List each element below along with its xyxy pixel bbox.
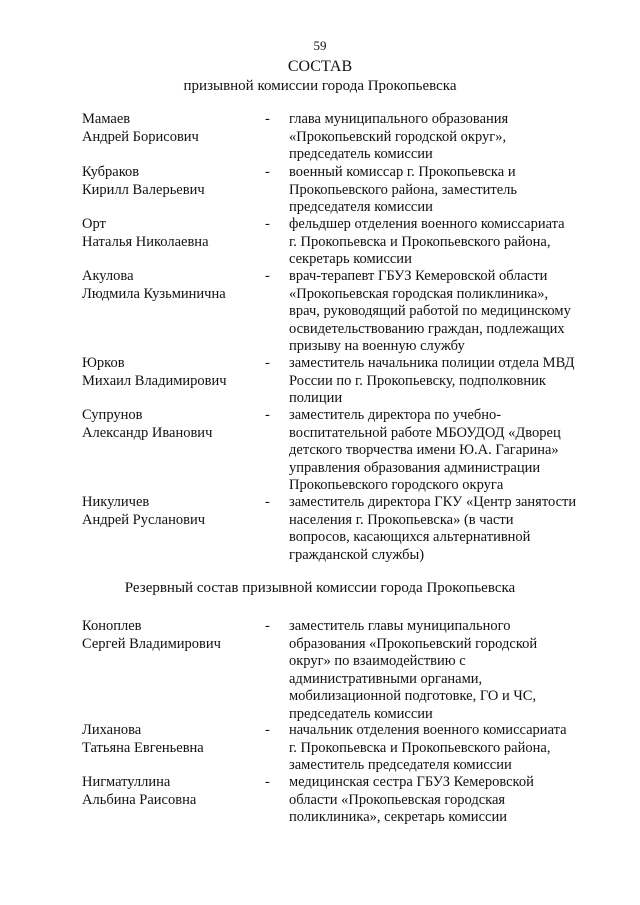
member-first-name: Андрей Русланович bbox=[82, 511, 206, 528]
member-first-name: Альбина Раисовна bbox=[82, 791, 197, 808]
member-role: заместитель главы муниципального образования «Прокопьевский городской округ» по взаимодействию с административными органами, мобилизационной подготовке, ГО и ЧС, председатель комиссии bbox=[289, 618, 538, 722]
member-role: заместитель директора ГКУ «Центр занятости населения г. Прокопьевска» (в части вопросов, касающихся альтернативной гражданской службы) bbox=[289, 494, 577, 563]
member-first-name: Людмила Кузьминична bbox=[82, 285, 226, 302]
member-role: медицинская сестра ГБУЗ Кемеровской области «Прокопьевская городская поликлиника», секретарь комиссии bbox=[289, 774, 534, 825]
member-dash: - bbox=[265, 111, 270, 127]
member-first-name: Александр Иванович bbox=[82, 424, 213, 441]
member-surname: Акулова bbox=[82, 268, 134, 284]
member-name bbox=[82, 164, 262, 199]
document-title: СОСТАВ bbox=[287, 58, 353, 75]
member-name bbox=[82, 618, 262, 653]
member-surname: Коноплев bbox=[82, 618, 142, 634]
member-surname: Супрунов bbox=[82, 407, 143, 423]
document-subtitle: призывной комиссии города Прокопьевска bbox=[183, 78, 457, 94]
member-role: врач-терапевт ГБУЗ Кемеровской области «Прокопьевская городская поликлиника», врач, руководящий работой по медицинскому освидетельствованию граждан, подлежащих призыву на военную службу bbox=[289, 268, 571, 354]
member-first-name: Татьяна Евгеньевна bbox=[82, 739, 204, 756]
member-dash: - bbox=[265, 355, 270, 371]
member-name bbox=[82, 774, 262, 809]
member-surname: Никуличев bbox=[82, 494, 150, 510]
member-role: заместитель директора по учебно- воспитательной работе МБОУДОД «Дворец детского творчества имени Ю.А. Гагарина» управления образования администрации Прокопьевского городского округа bbox=[289, 407, 561, 493]
member-surname: Мамаев bbox=[82, 111, 131, 127]
member-role: фельдшер отделения военного комиссариата г. Прокопьевска и Прокопьевского района, секретарь комиссии bbox=[289, 216, 565, 267]
member-dash: - bbox=[265, 774, 270, 790]
member-dash: - bbox=[265, 164, 270, 180]
member-dash: - bbox=[265, 618, 270, 634]
member-surname: Кубраков bbox=[82, 164, 140, 180]
member-dash: - bbox=[265, 216, 270, 232]
member-role: начальник отделения военного комиссариата г. Прокопьевска и Прокопьевского района, заместитель председателя комиссии bbox=[289, 722, 567, 773]
member-surname: Орт bbox=[82, 216, 106, 232]
member-name bbox=[82, 216, 262, 251]
member-dash: - bbox=[265, 268, 270, 284]
member-first-name: Андрей Борисович bbox=[82, 128, 199, 145]
page-number: 59 bbox=[313, 38, 327, 53]
member-dash: - bbox=[265, 407, 270, 423]
member-surname: Лиханова bbox=[82, 722, 142, 738]
member-dash: - bbox=[265, 722, 270, 738]
member-first-name: Кирилл Валерьевич bbox=[82, 181, 205, 198]
member-name bbox=[82, 722, 262, 757]
member-dash: - bbox=[265, 494, 270, 510]
member-name bbox=[82, 355, 262, 390]
member-surname: Нигматуллина bbox=[82, 774, 171, 790]
member-role: глава муниципального образования «Прокопьевский городской округ», председатель комиссии bbox=[289, 111, 509, 162]
member-name bbox=[82, 111, 262, 146]
member-surname: Юрков bbox=[82, 355, 125, 371]
member-role: военный комиссар г. Прокопьевска и Прокопьевского района, заместитель председателя комиссии bbox=[289, 164, 517, 215]
member-name bbox=[82, 268, 262, 303]
member-name bbox=[82, 494, 262, 529]
member-role: заместитель начальника полиции отдела МВД России по г. Прокопьевску, подполковник полиции bbox=[289, 355, 575, 406]
member-name bbox=[82, 407, 262, 442]
member-first-name: Михаил Владимирович bbox=[82, 372, 227, 389]
member-first-name: Наталья Николаевна bbox=[82, 233, 209, 250]
reserve-section-heading: Резервный состав призывной комиссии города Прокопьевска bbox=[124, 580, 516, 596]
member-first-name: Сергей Владимирович bbox=[82, 635, 221, 652]
